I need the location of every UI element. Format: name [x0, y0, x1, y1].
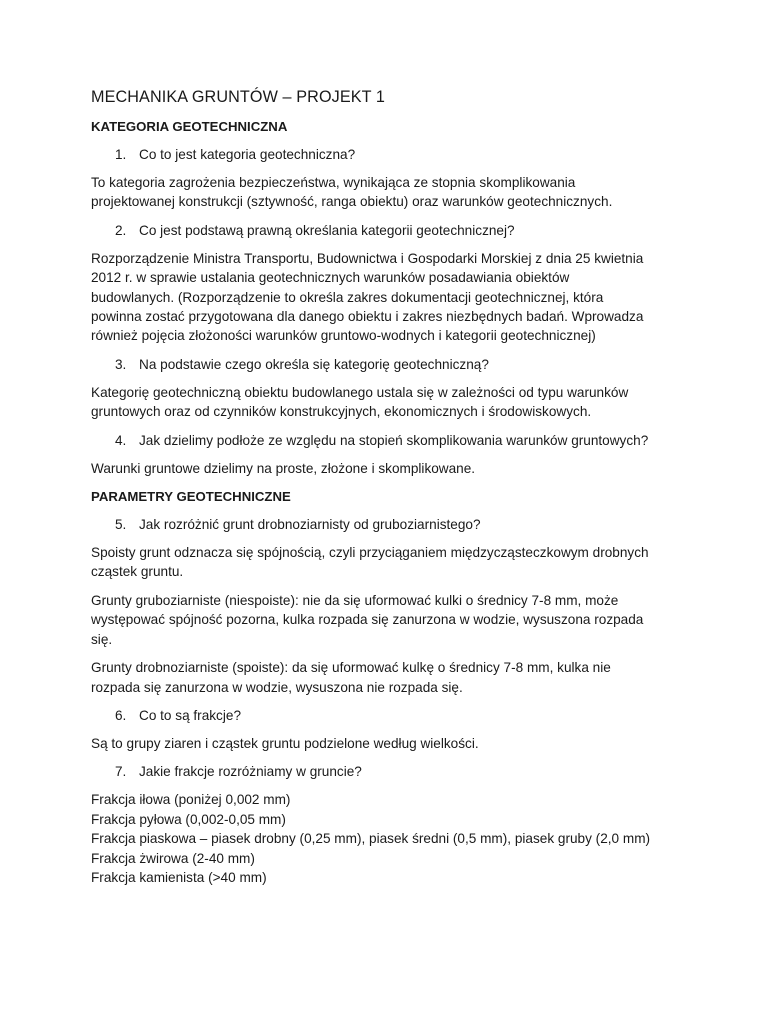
document-title: MECHANIKA GRUNTÓW – PROJEKT 1	[91, 88, 386, 106]
fraction-item: Frakcja piaskowa – piasek drobny (0,25 mm), piasek średni (0,5 mm), piasek gruby (2,0 mm)	[91, 831, 651, 847]
answer-line: gruntowych oraz od czynników konstrukcyjnych, ekonomicznych i środowiskowych.	[91, 404, 592, 420]
answer-line: się.	[91, 631, 113, 647]
answer-line: powinna zostać przygotowana dla danego obiektu i zakres niezbędnych badań. Wprowadza	[91, 309, 644, 325]
answer-4	[91, 459, 681, 478]
fraction-item: Frakcja iłowa (poniżej 0,002 mm)	[91, 792, 291, 808]
section-heading-parametry: PARAMETRY GEOTECHNICZNE	[91, 489, 291, 505]
answer-line: Kategorię geotechniczną obiektu budowlanego ustala się w zależności od typu warunków	[91, 384, 629, 400]
answer-line: cząstek gruntu.	[91, 564, 184, 580]
question-text: Co jest podstawą prawną określania kategorii geotechnicznej?	[139, 222, 515, 238]
question-2	[91, 221, 681, 240]
answer-line: Grunty gruboziarniste (niespoiste): nie da się uformować kulki o średnicy 7-8 mm, może	[91, 592, 619, 608]
question-number: 2.	[115, 222, 127, 238]
question-text: Jak dzielimy podłoże ze względu na stopień skomplikowania warunków gruntowych?	[139, 432, 649, 448]
question-text: Co to są frakcje?	[139, 707, 241, 723]
question-4	[91, 431, 681, 450]
answer-line: Rozporządzenie Ministra Transportu, Budownictwa i Gospodarki Morskiej z dnia 25 kwietnia	[91, 250, 644, 266]
answer-line: również pojęcia złożoności warunków gruntowo-wodnych i kategorii geotechnicznej)	[91, 328, 596, 344]
question-number: 3.	[115, 356, 127, 372]
answer-line: Grunty drobnoziarniste (spoiste): da się uformować kulkę o średnicy 7-8 mm, kulka nie	[91, 660, 611, 676]
fractions-list	[91, 790, 681, 887]
question-text: Jakie frakcje rozróżniamy w gruncie?	[139, 764, 362, 780]
answer-5-drobnoziarniste	[91, 658, 681, 697]
answer-line: To kategoria zagrożenia bezpieczeństwa, wynikająca ze stopnia skomplikowania	[91, 175, 576, 190]
question-3	[91, 355, 681, 374]
question-7	[91, 762, 681, 781]
answer-line: projektowanej konstrukcji (sztywność, ranga obiektu) oraz warunków geotechnicznych.	[91, 194, 613, 210]
answer-1	[91, 173, 681, 212]
answer-line: 2012 r. w sprawie ustalania geotechnicznych warunków posadawiania obiektów	[91, 270, 570, 286]
answer-6	[91, 734, 681, 753]
section-heading-kategoria: KATEGORIA GEOTECHNICZNA	[91, 119, 288, 134]
answer-5-gruboziarniste	[91, 591, 681, 649]
answer-line: Warunki gruntowe dzielimy na proste, złożone i skomplikowane.	[91, 460, 476, 476]
question-number: 6.	[115, 707, 127, 723]
fraction-item: Frakcja pyłowa (0,002-0,05 mm)	[91, 811, 286, 827]
question-number: 4.	[115, 432, 127, 448]
question-text: Na podstawie czego określa się kategorię geotechniczną?	[139, 356, 489, 372]
question-6	[91, 706, 681, 725]
question-1	[91, 145, 681, 164]
fraction-item: Frakcja kamienista (>40 mm)	[91, 869, 267, 885]
fraction-item: Frakcja żwirowa (2-40 mm)	[91, 850, 255, 866]
answer-2	[91, 249, 681, 346]
question-number: 5.	[115, 517, 127, 533]
answer-5-spoisty	[91, 543, 681, 582]
answer-line: rozpada się zanurzona w wodzie, wysuszona nie rozpada się.	[91, 679, 463, 695]
answer-line: Spoisty grunt odznacza się spójnością, czyli przyciąganiem międzycząsteczkowym drobnych	[91, 545, 649, 561]
question-number: 1.	[115, 147, 127, 162]
question-text: Co to jest kategoria geotechniczna?	[139, 147, 356, 162]
answer-3	[91, 383, 681, 422]
answer-line: Są to grupy ziaren i cząstek gruntu podzielone według wielkości.	[91, 735, 479, 751]
answer-line: budowlanych. (Rozporządzenie to określa zakres dokumentacji geotechnicznej, która	[91, 289, 604, 305]
question-text: Jak rozróżnić grunt drobnoziarnisty od gruboziarnistego?	[139, 517, 481, 533]
question-5	[91, 515, 681, 534]
question-number: 7.	[115, 764, 127, 780]
document-page	[91, 86, 681, 887]
answer-line: występować spójność pozorna, kulka rozpada się zanurzona w wodzie, wysuszona rozpada	[91, 612, 644, 628]
